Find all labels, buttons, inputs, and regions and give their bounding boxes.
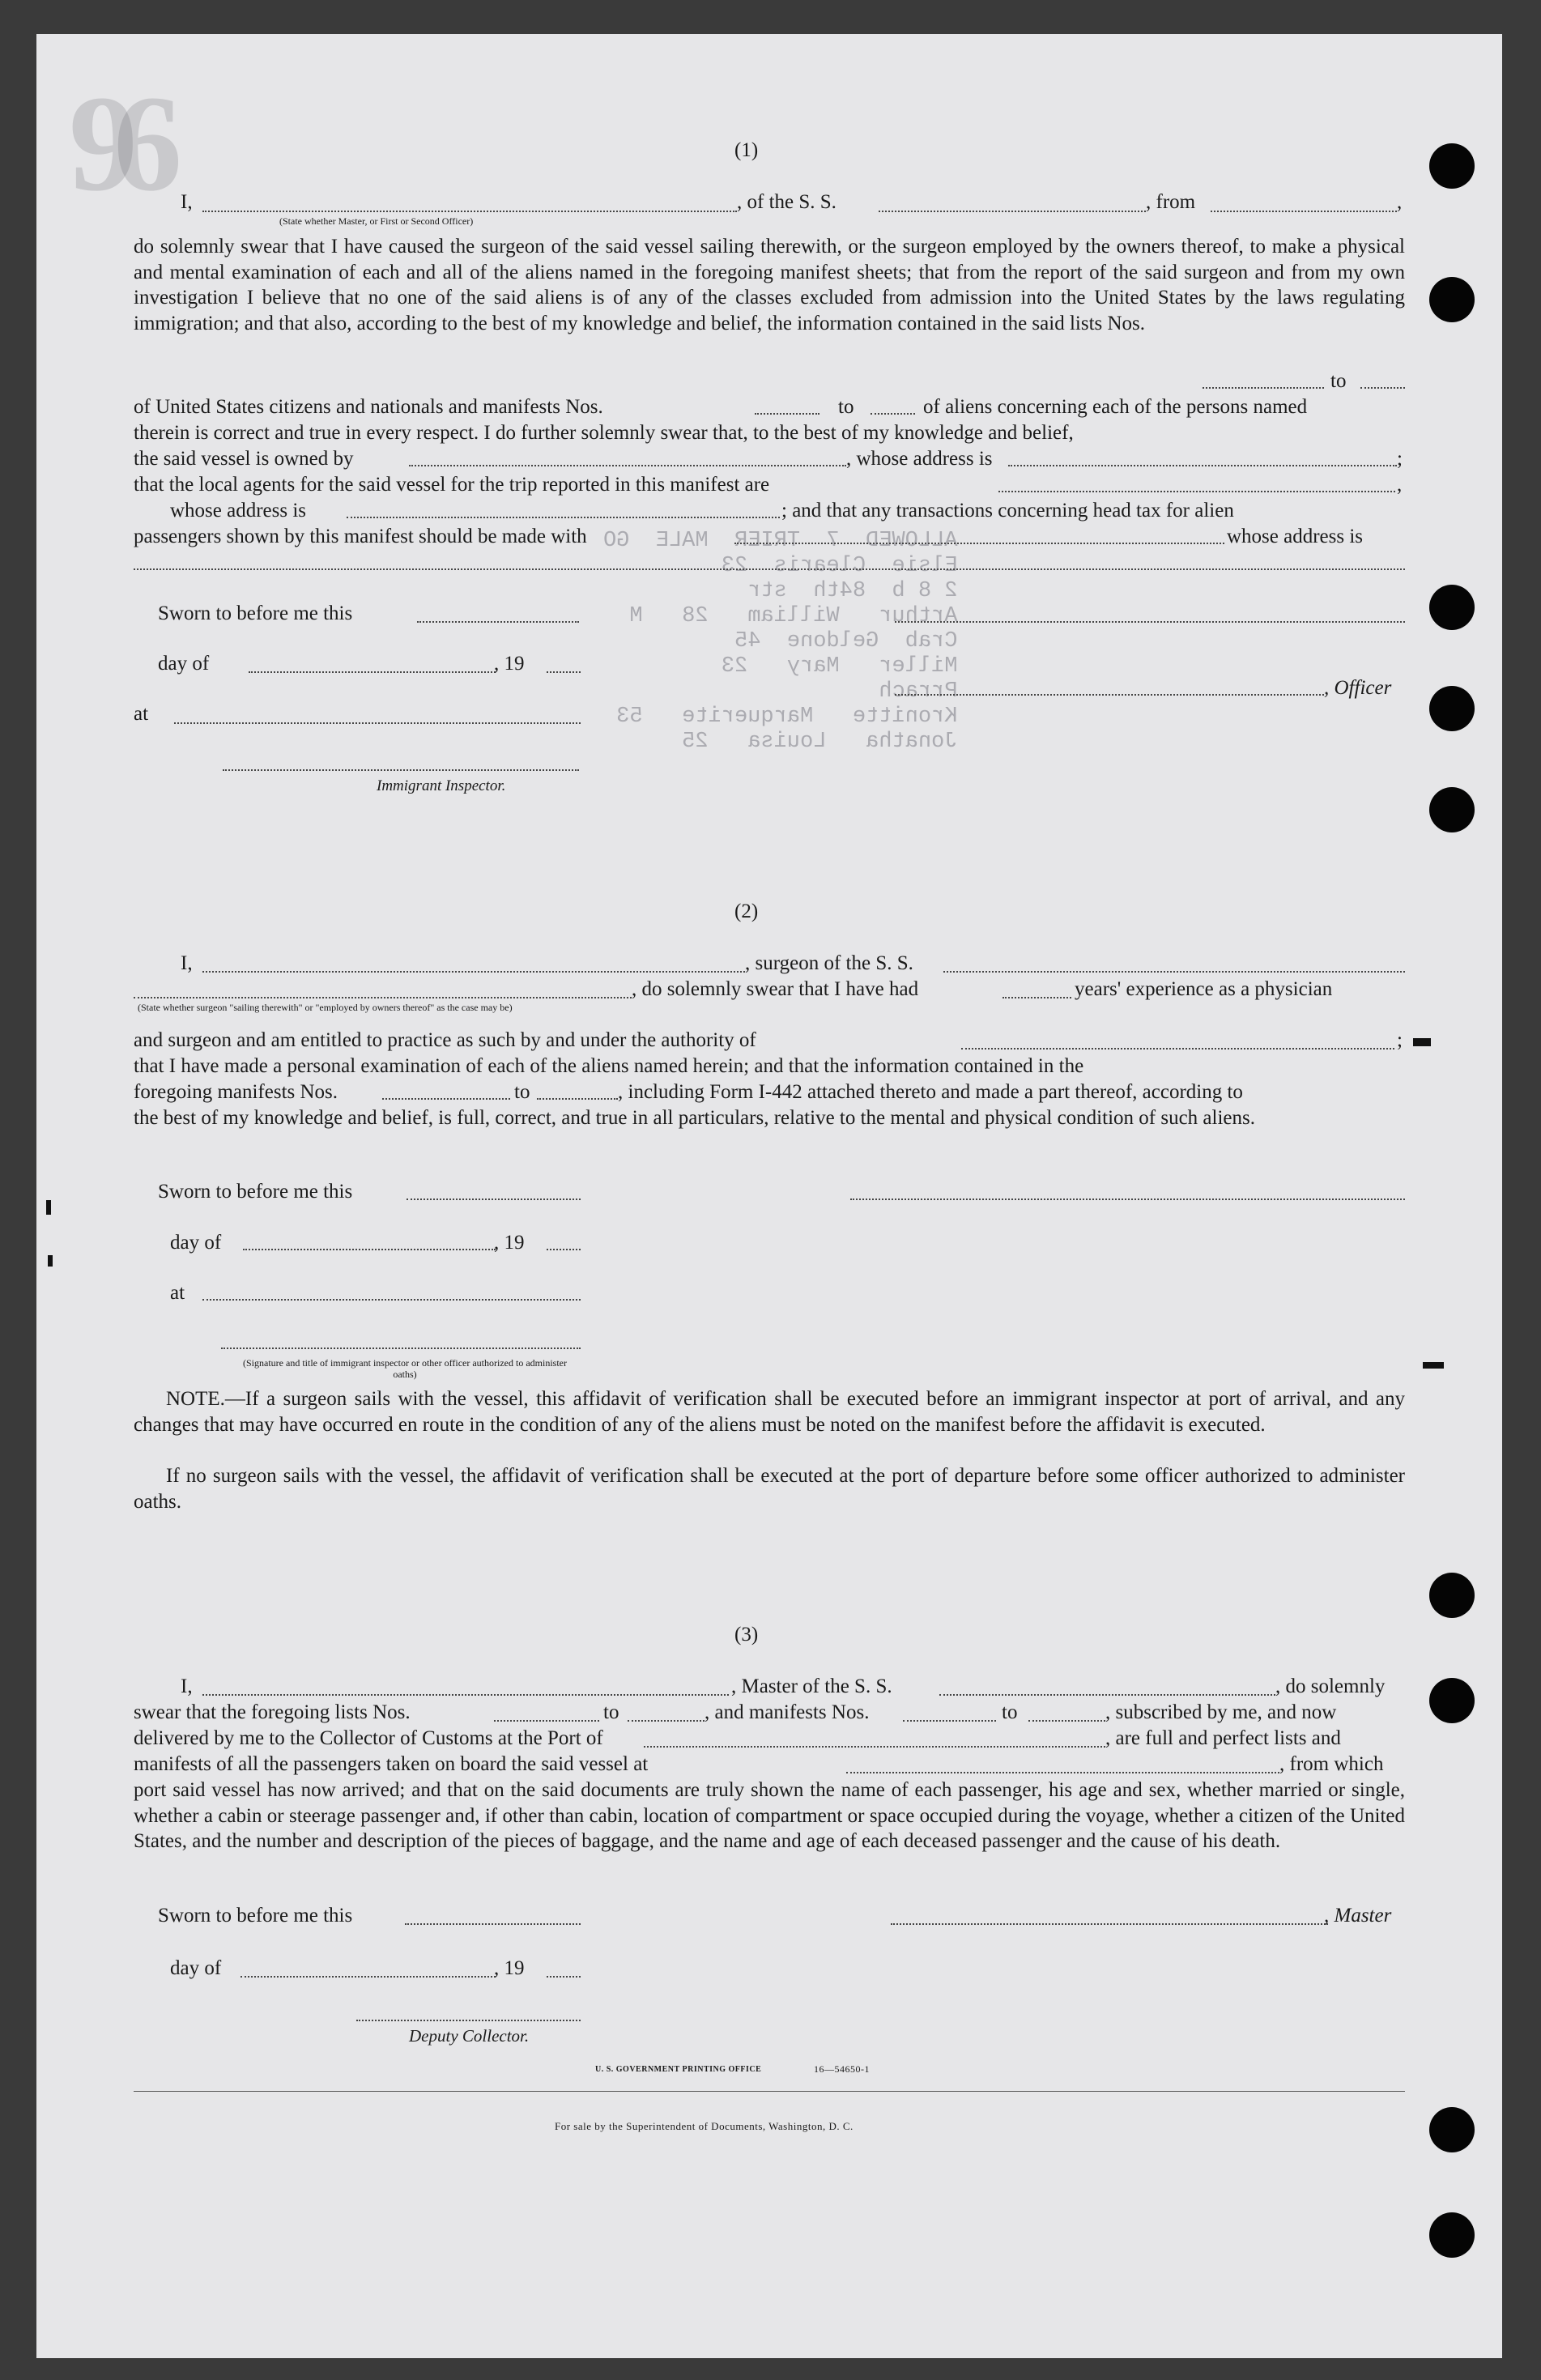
year-field-2[interactable] (547, 1249, 581, 1250)
and-manifests-label: , and manifests Nos. (705, 1701, 870, 1723)
at-label-1: at (134, 703, 149, 725)
port-of-field[interactable] (644, 1746, 1105, 1748)
authority-field[interactable] (961, 1048, 1394, 1049)
swear-lists-label: swear that the foregoing lists Nos. (134, 1701, 411, 1723)
deputy-collector-label: Deputy Collector. (409, 2026, 530, 2046)
s3-manifests-to-field[interactable] (1028, 1720, 1105, 1722)
years-field[interactable] (1003, 997, 1071, 998)
surgeon-of-label: , surgeon of the S. S. (745, 952, 913, 974)
bleed-through-text: ALLOWED 7 TRIER MALE GO Elsie Clearis 23 2 8 b 84th str Arthur William 28 M Crab Geldone 45 Miller Mary 23 Prrach Kronitte Marquerite 53 Jonatha Louisa 25 (603, 529, 958, 754)
whose-address-label-3: whose address is (1227, 526, 1364, 547)
year-field-3[interactable] (547, 1976, 581, 1978)
sworn-date-field-1[interactable] (417, 621, 579, 623)
day-field-3[interactable] (241, 1976, 496, 1978)
ink-mark (1413, 1038, 1431, 1046)
passengers-line: passengers shown by this manifest should be made with (134, 526, 587, 547)
year-label-3: , 19 (494, 1957, 525, 1979)
officer-label: , Officer (1324, 677, 1392, 699)
at-field-1[interactable] (174, 722, 581, 724)
at-field-2[interactable] (202, 1299, 581, 1301)
foregoing-manifests-label: foregoing manifests Nos. (134, 1081, 338, 1103)
inspector-signature-field[interactable] (223, 769, 579, 771)
s3-lists-from-field[interactable] (494, 1720, 599, 1722)
semicolon: ; (1397, 448, 1403, 470)
taken-on-board-at-field[interactable] (846, 1772, 1279, 1773)
to-label: to (603, 1701, 619, 1723)
oath-officer-signature-field[interactable] (221, 1348, 581, 1349)
therein-line: therein is correct and true in every respect. I do further solemnly swear that, to the best of my knowledge and belief, (134, 422, 1074, 444)
surgeon-status-field[interactable] (134, 997, 632, 998)
ink-mark (1423, 1362, 1444, 1369)
form-number: 16—54650-1 (814, 2063, 870, 2075)
to-label: to (514, 1081, 530, 1103)
line-i: I, (181, 191, 193, 213)
sworn-date-field-3[interactable] (405, 1923, 581, 1925)
day-of-label-2: day of (170, 1232, 222, 1254)
day-of-label-3: day of (170, 1957, 222, 1979)
section-1-number: (1) (734, 139, 759, 161)
delivered-label: delivered by me to the Collector of Customs at the Port of (134, 1727, 603, 1749)
signature-caption: (Signature and title of immigrant inspector or other officer authorized to administer oaths) (243, 1357, 567, 1380)
s2-i: I, (181, 952, 193, 974)
manifest-page (36, 34, 1502, 2358)
day-field-1[interactable] (249, 671, 496, 673)
at-label-2: at (170, 1282, 185, 1304)
surgeon-note: NOTE.—If a surgeon sails with the vessel, this affidavit of verification shall be executed before an immigrant inspector at port of arrival, and any changes that may have occurred en route in the condition of any of the aliens must be noted on the manifest before the affidavit is executed. (134, 1388, 1405, 1436)
master-label: , Master (1324, 1905, 1392, 1927)
ink-mark (46, 1200, 51, 1215)
do-solemnly-text: , do solemnly (1275, 1675, 1386, 1697)
head-tax-text: ; and that any transactions concerning head tax for alien (781, 500, 1234, 522)
to-label: to (1002, 1701, 1018, 1723)
comma: , (1397, 474, 1403, 496)
lists-from-field[interactable] (1203, 387, 1324, 389)
subscribed-text: , subscribed by me, and now (1105, 1701, 1337, 1723)
manifests-of-label: manifests of all the passengers taken on board the said vessel at (134, 1753, 649, 1775)
years-experience-text: years' experience as a physician (1075, 978, 1333, 1000)
day-field-2[interactable] (243, 1249, 496, 1250)
s2-ship-field[interactable] (943, 971, 1405, 973)
line-from: , from (1146, 191, 1196, 213)
s3-body: port said vessel has now arrived; and that on the said documents are truly shown the name of each passenger, his age and sex, whether married or single, whether a cabin or steerage passenger and, if other than cabin, location of compartment or space occupied during the voyage, whether a citizen of the United States, and the number and description of the pieces of baggage, and the name and age of each deceased passenger and the cause of his death. (134, 1779, 1405, 1853)
year-label-2: , 19 (494, 1232, 525, 1254)
master-name-field[interactable] (202, 211, 737, 212)
section-1-body: do solemnly swear that I have caused the surgeon of the said vessel sailing therewith, or the surgeon employed by the owners thereof, to make a physical and mental examination of each and all of the aliens named in the foregoing manifest sheets; that from the report of the said surgeon and from my own investigation I believe that no one of the said aliens is of any of the classes excluded from admission into the United States by the laws regulating immigration; and that also, according to the best of my knowledge and belief, the information contained in the said lists Nos. (134, 236, 1405, 335)
master-of-label: , Master of the S. S. (731, 1675, 892, 1697)
whose-address-label: , whose address is (846, 448, 993, 470)
surgeon-note-2: If no surgeon sails with the vessel, the affidavit of verification shall be executed at the port of departure before some officer authorized to administer oaths. (134, 1465, 1405, 1513)
s2-manifests-from-field[interactable] (382, 1098, 510, 1100)
manifests-to-field[interactable] (871, 413, 915, 415)
from-which-text: , from which (1279, 1753, 1384, 1775)
ink-mark (48, 1255, 53, 1267)
local-agents-label: that the local agents for the said vessel for the trip reported in this manifest are (134, 474, 770, 496)
year-label-1: , 19 (494, 653, 525, 675)
officer-signature-field[interactable] (895, 694, 1324, 696)
s3-manifests-from-field[interactable] (903, 1720, 996, 1722)
head-tax-address-field[interactable] (134, 568, 1405, 570)
line-end-comma: , (1397, 191, 1403, 213)
master-signature-field[interactable] (891, 1923, 1328, 1925)
section-2-number: (2) (734, 900, 759, 922)
year-field-1[interactable] (547, 671, 581, 673)
for-sale-notice: For sale by the Superintendent of Documents, Washington, D. C. (555, 2120, 854, 2132)
line-of-ss: , of the S. S. (737, 191, 836, 213)
sworn-label-1: Sworn to before me this (158, 602, 353, 624)
full-perfect-text: , are full and perfect lists and (1105, 1727, 1341, 1749)
to-label: to (838, 396, 854, 418)
sworn-date-field-2[interactable] (407, 1199, 581, 1200)
manifests-from-field[interactable] (755, 413, 819, 415)
s3-i: I, (181, 1675, 193, 1697)
sworn-label-3: Sworn to before me this (158, 1905, 353, 1927)
sworn-label-2: Sworn to before me this (158, 1181, 353, 1203)
printing-office-imprint: U. S. GOVERNMENT PRINTING OFFICE (595, 2065, 762, 2074)
agents-address-field[interactable] (347, 517, 780, 518)
bleed-through-stamp: 96 (69, 67, 158, 219)
master-caption: (State whether Master, or First or Second Officer) (279, 215, 474, 227)
from-port-field[interactable] (1211, 211, 1397, 212)
including-form-text: , including Form I-442 attached thereto and made a part thereof, according to (618, 1081, 1243, 1103)
semicolon: ; (1397, 1029, 1403, 1051)
s3-master-name-field[interactable] (202, 1694, 729, 1696)
aliens-concerning-text: of aliens concerning each of the persons named (923, 396, 1308, 418)
surgeon-name-field[interactable] (202, 971, 745, 973)
solemnly-swear-text: , do solemnly swear that I have had (632, 978, 919, 1000)
head-tax-party-field[interactable] (734, 543, 1224, 544)
owner-address-field[interactable] (1008, 465, 1397, 466)
s2-examination-line: that I have made a personal examination of each of the aliens named herein; and that the information contained in the (134, 1055, 1084, 1077)
to-label: to (1330, 370, 1347, 392)
s3-ship-field[interactable] (939, 1694, 1275, 1696)
whose-address-label-2: whose address is (170, 500, 307, 522)
inspector-label: Immigrant Inspector. (377, 777, 506, 794)
footer-rule (134, 2091, 1405, 2092)
s3-lists-to-field[interactable] (628, 1720, 705, 1722)
citizens-line: of United States citizens and nationals and manifests Nos. (134, 396, 603, 418)
owned-by-label: the said vessel is owned by (134, 448, 354, 470)
s2-authority-line: and surgeon and am entitled to practice as such by and under the authority of (134, 1029, 756, 1051)
day-of-label-1: day of (158, 653, 210, 675)
owner-field[interactable] (409, 465, 846, 466)
lists-to-field[interactable] (1360, 387, 1405, 389)
s2-manifests-to-field[interactable] (537, 1098, 618, 1100)
s2-conclusion: the best of my knowledge and belief, is full, correct, and true in all particulars, relative to the mental and physical condition of such aliens. (134, 1107, 1255, 1129)
ship-name-field[interactable] (879, 211, 1146, 212)
surgeon-caption: (State whether surgeon "sailing therewith" or "employed by owners thereof" as the case may be) (138, 1002, 513, 1013)
section-3-number: (3) (734, 1624, 759, 1646)
surgeon-signature-field[interactable] (850, 1199, 1405, 1200)
deputy-signature-field[interactable] (356, 2020, 581, 2021)
local-agents-field[interactable] (998, 491, 1395, 492)
officer-signature-field-upper[interactable] (895, 621, 1405, 623)
